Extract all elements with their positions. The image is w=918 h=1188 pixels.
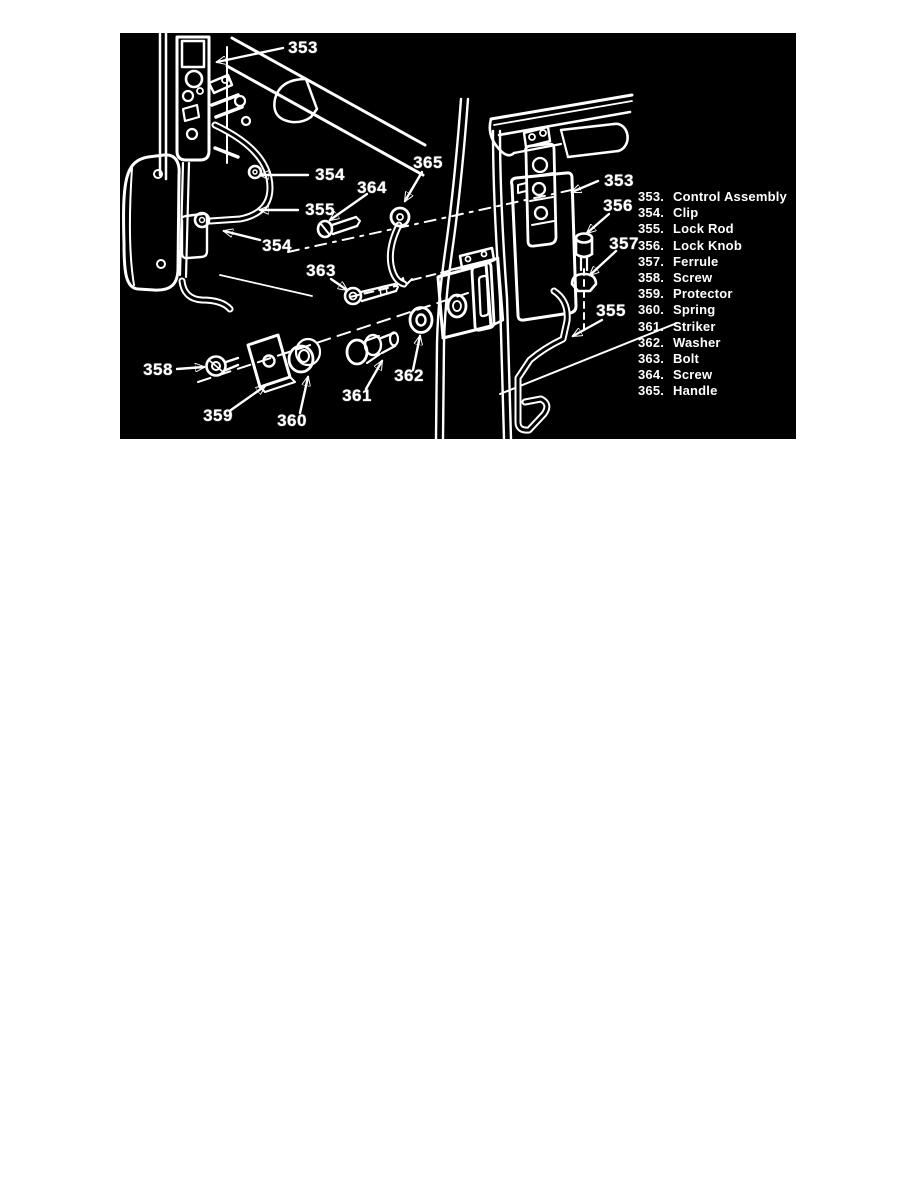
legend-item [638, 238, 787, 254]
bolt-363-art [345, 284, 398, 304]
legend-part-name: Washer [673, 334, 721, 350]
legend-item [638, 302, 787, 318]
legend-part-name: Screw [673, 269, 713, 285]
legend-part-name: Screw [673, 367, 713, 383]
legend-item [638, 351, 787, 367]
legend-part-number: 354. [638, 205, 665, 221]
callout-355-left: 355 [305, 200, 335, 219]
callout-360: 360 [277, 411, 307, 430]
legend-item [638, 319, 787, 335]
callout-353-right: 353 [604, 171, 634, 190]
legend-part-name: Striker [673, 318, 716, 334]
exploded-parts-diagram-panel [120, 33, 796, 439]
screw-364-art [318, 217, 360, 237]
callout-358: 358 [143, 360, 173, 379]
callout-356: 356 [603, 196, 633, 215]
right-door-top-art [490, 95, 632, 157]
legend-item [638, 221, 787, 237]
callout-365: 365 [413, 153, 443, 172]
callout-362: 362 [394, 366, 424, 385]
right-control-assembly-art [512, 127, 577, 320]
callout-354-upper: 354 [315, 165, 345, 184]
callout-355-right: 355 [596, 301, 626, 320]
legend-part-number: 358. [638, 269, 665, 285]
callout-361: 361 [342, 386, 372, 405]
legend-part-name: Protector [673, 286, 733, 302]
legend-part-name: Spring [673, 302, 716, 318]
callout-363: 363 [306, 261, 336, 280]
legend-part-name: Bolt [673, 350, 700, 366]
legend-item [638, 270, 787, 286]
legend-part-number: 363. [638, 350, 665, 366]
legend-item [638, 367, 787, 383]
legend-part-number: 361. [638, 318, 665, 334]
legend-part-number: 353. [638, 189, 665, 204]
handle-art [390, 208, 409, 284]
legend-item [638, 205, 787, 221]
callout-357: 357 [609, 234, 639, 253]
legend-part-number: 362. [638, 334, 665, 350]
legend-part-name: Lock Knob [673, 237, 742, 253]
legend-part-number: 355. [638, 221, 665, 237]
callout-359: 359 [203, 406, 233, 425]
callout-364: 364 [357, 178, 387, 197]
legend-part-name: Handle [673, 383, 718, 399]
right-lock-rod-art [518, 291, 567, 430]
legend-part-number: 364. [638, 367, 665, 383]
legend-part-number: 360. [638, 302, 665, 318]
legend-part-name: Lock Rod [673, 221, 734, 237]
legend-part-number: 356. [638, 237, 665, 253]
parts-legend [638, 189, 787, 399]
legend-part-number: 357. [638, 253, 665, 269]
legend-item [638, 383, 787, 399]
legend-item [638, 286, 787, 302]
legend-part-name: Ferrule [673, 253, 719, 269]
callout-353-left: 353 [288, 38, 318, 57]
legend-part-name: Control Assembly [673, 189, 787, 204]
callout-354-lower: 354 [262, 236, 292, 255]
legend-item [638, 254, 787, 270]
legend-part-number: 359. [638, 286, 665, 302]
legend-item [638, 335, 787, 351]
legend-item [638, 189, 787, 205]
legend-part-name: Clip [673, 205, 699, 221]
left-door-art [124, 33, 425, 309]
legend-part-number: 365. [638, 383, 665, 399]
